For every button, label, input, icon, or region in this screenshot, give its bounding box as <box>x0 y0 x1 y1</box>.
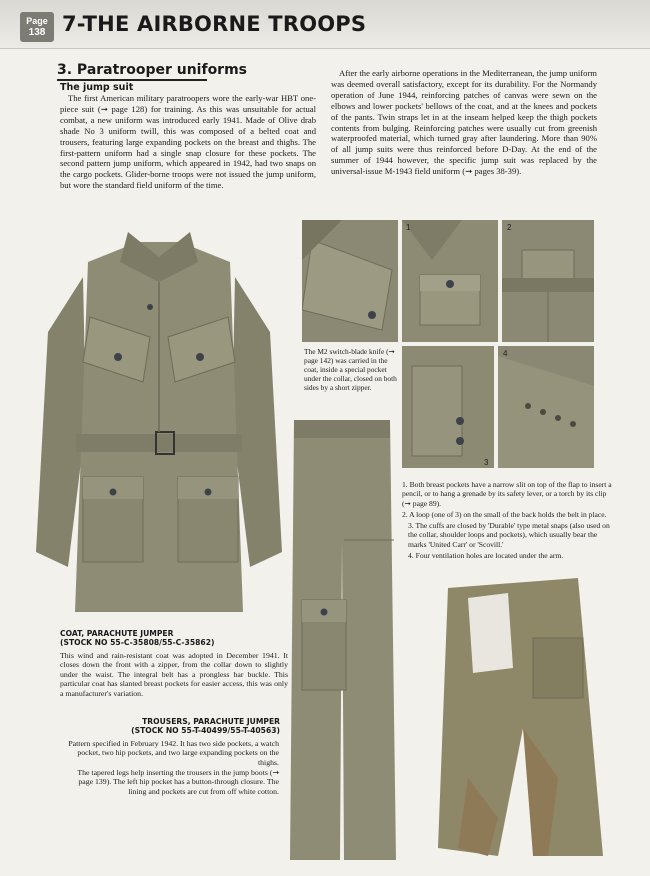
detail-photo-1 <box>402 220 498 342</box>
trousers-caption-text-2: The tapered legs help inserting the trousers in the jump boots (➞ page 139). The left hip pocket has a button-through closure. The lining and pockets are cut from off white cotton. <box>77 768 279 796</box>
detail-photo-2 <box>502 220 594 342</box>
detail-photo-4 <box>498 346 594 468</box>
detail-number-2: 2 <box>507 223 512 232</box>
detail-number-1: 1 <box>406 223 411 232</box>
legend-item-2: 2. A loop (one of 3) on the small of the back holds the belt in place. <box>402 509 607 519</box>
coat-photo <box>28 222 290 622</box>
page-label: Page <box>26 16 48 26</box>
legend-item-4: 4. Four ventilation holes are located under the arm. <box>408 551 564 561</box>
trousers-caption-text-1: Pattern specified in February 1942. It has two side pockets, a watch pocket, two hip pockets, and two large expanding pockets on the thighs. <box>68 739 279 767</box>
detail-number-3: 3 <box>484 458 489 467</box>
page-number: 138 <box>28 27 46 38</box>
trousers-open-photo <box>428 578 626 856</box>
trousers-photo <box>284 420 400 860</box>
coat-caption-stock: (STOCK NO 55-C-35808/55-C-35862) <box>60 638 215 647</box>
legend-item-3: 3. The cuffs are closed by 'Durable' type metal snaps (also used on the collar, shoulder loops and pockets), which usually bear the marks 'United Carr' or 'Scovill.' <box>408 521 610 549</box>
coat-caption-text: This wind and rain-resistant coat was adopted in December 1941. It closes down the front with a zipper, from the collar down to slightly under the waist. The integral belt has a prongless bar buckle. This particular coat has slanted breast pockets for easier access, this was only a manufacturer's variation. <box>60 651 288 698</box>
trousers-caption-stock: (STOCK NO 55-T-40499/55-T-40563) <box>131 726 280 735</box>
section-rule <box>57 79 207 81</box>
trousers-caption-title: TROUSERS, PARACHUTE JUMPER <box>142 717 280 726</box>
knife-pocket-photo <box>302 220 398 342</box>
detail-number-4: 4 <box>503 349 508 358</box>
coat-caption-title: COAT, PARACHUTE JUMPER <box>60 629 174 638</box>
knife-caption: The M2 switch-blade knife (➞ page 142) was carried in the coat, inside a special pocket under the collar, closed on both sides by a short zipper. <box>304 347 397 392</box>
detail-legend <box>402 480 612 562</box>
legend-item-1: 1. Both breast pockets have a narrow slit on top of the flap to insert a pencil, or to hang a grenade by its safety lever, or a torch by its clip (➞ page 89). <box>402 480 612 508</box>
paragraph-2: After the early airborne operations in the Mediterranean, the jump uniform was deemed overall satisfactory, except for its durability. For the Normandy operation of June 1944, reinforcing patches of canvas were sewn on the elbows and lower pockets' bellows of the coat, and at the knees and pockets of the pants. Twin straps let in at the inseam helped keep the thigh pockets contents from bulging. Reinforcing patches were usually cut from greenish waterproofed material, which turned gray after laundering. More than 90% of all jump suits were thus reinforced before D-Day. At the end of the summer of 1944 however, the specific jump suit was replaced by the universal-issue M-1943 field uniform (➞ pages 38-39). <box>331 68 597 177</box>
subhead-jump-suit: The jump suit <box>60 82 134 93</box>
chapter-title: 7-THE AIRBORNE TROOPS <box>62 12 367 36</box>
section-title: 3. Paratrooper uniforms <box>57 62 248 78</box>
detail-photo-3 <box>402 346 494 468</box>
paragraph-1: The first American military paratroopers wore the early-war HBT one-piece suit (➞ page 128) for training. As this was unsuitable for actual combat, a new uniform was introduced early 1941. Made of Olive drab shade No 3 uniform twill, this was composed of a belted coat and trousers, featuring large expanding pockets on the breast and thighs. The first-pattern uniform had a single snap closure for these pockets. The second pattern jump uniform, which appeared in 1942, had two snaps on the cargo pockets. Glider-borne troops were not issued the jump uniform, but wore the standard field uniform of the time. <box>60 93 316 191</box>
page-number-badge <box>20 12 54 42</box>
